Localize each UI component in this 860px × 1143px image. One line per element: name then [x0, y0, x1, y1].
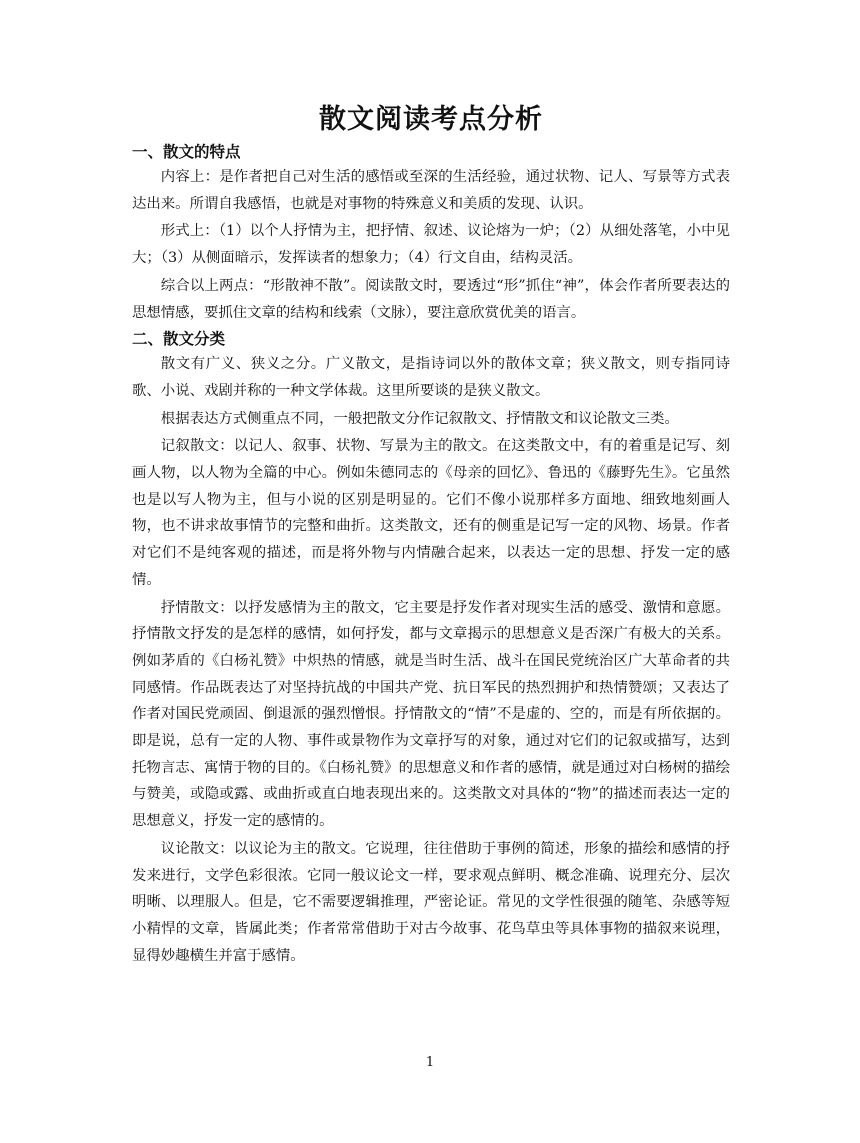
paragraph: 综合以上两点：“形散神不散”。阅读散文时，要透过“形”抓住“神”，体会作者所要表达的思想情感，要抓住文章的结构和线索（文脉），要注意欣赏优美的语言。 — [132, 277, 730, 321]
section-heading: 一、散文的特点 — [132, 143, 241, 161]
paragraph: 散文有广义、狭义之分。广义散文，是指诗词以外的散体文章；狭义散文，则专指同诗歌、小说、戏剧并称的一种文学体裁。这里所要谈的是狭义散文。 — [132, 356, 730, 399]
paragraph: 抒情散文：以抒发感情为主的散文，它主要是抒发作者对现实生活的感受、激情和意愿。抒情散文抒发的是怎样的感情，如何抒发，都与文章揭示的思想意义是否深广有极大的关系。例如茅盾的《白杨礼赞》中炽热的情感，就是当时生活、战斗在国民党统治区广大革命者的共同感情。作品既表达了对坚持抗战的中国共产党、抗日军民的热烈拥护和热情赞颂；又表达了作者对国民党顽固、倒退派的强烈憎恨。抒情散文的“情”不是虚的、空的，而是有所依据的。即是说，总有一定的人物、事件或景物作为文章抒写的对象，通过对它们的记叙或描写，达到托物言志、寓情于物的目的。《白杨礼赞》的思想意义和作者的感情，就是通过对白杨树的描绘与赞美，或隐或露、或曲折或直白地表现出来的。这类散文对具体的“物”的描述而表达一定的思想意义，抒发一定的感情的。 — [132, 599, 730, 830]
paragraph: 根据表达方式侧重点不同，一般把散文分作记叙散文、抒情散文和议论散文三类。 — [160, 410, 679, 427]
paragraph: 记叙散文：以记人、叙事、状物、写景为主的散文。在这类散文中，有的着重是记写、刻画人物，以人物为全篇的中心。例如朱德同志的《母亲的回忆》、鲁迅的《藤野先生》。它虽然也是以写人物为主，但与小说的区别是明显的。它们不像小说那样多方面地、细致地刻画人物，也不讲求故事情节的完整和曲折。这类散文，还有的侧重是记写一定的风物、场景。作者对它们不是纯客观的描述，而是将外物与内情融合起来，以表达一定的思想、抒发一定的感情。 — [132, 438, 730, 588]
paragraph: 形式上：（1）以个人抒情为主，把抒情、叙述、议论熔为一炉；（2）从细处落笔，小中见大；（3）从侧面暗示，发挥读者的想象力；（4）行文自由，结构灵活。 — [132, 223, 730, 267]
paragraph: 议论散文：以议论为主的散文。它说理，往往借助于事例的简述，形象的描绘和感情的抒发来进行，文学色彩很浓。它同一般议论文一样，要求观点鲜明、概念准确、说理充分、层次明晰、以理服人。但是，它不需要逻辑推理，严密论证。常见的文学性很强的随笔、杂感等短小精悍的文章，皆属此类；作者常常借助于对古今故事、花鸟草虫等具体事物的描叙来说理，显得妙趣横生并富于感情。 — [132, 840, 730, 964]
page-number: 1 — [425, 1055, 435, 1070]
document-page — [132, 100, 730, 970]
section-heading: 二、散文分类 — [132, 330, 226, 349]
paragraph: 内容上：是作者把自己对生活的感悟或至深的生活经验，通过状物、记人、写景等方式表达出来。所谓自我感悟，也就是对事物的特殊意义和美质的发现、认识。 — [132, 169, 730, 212]
document-title: 散文阅读考点分析 — [319, 104, 543, 135]
